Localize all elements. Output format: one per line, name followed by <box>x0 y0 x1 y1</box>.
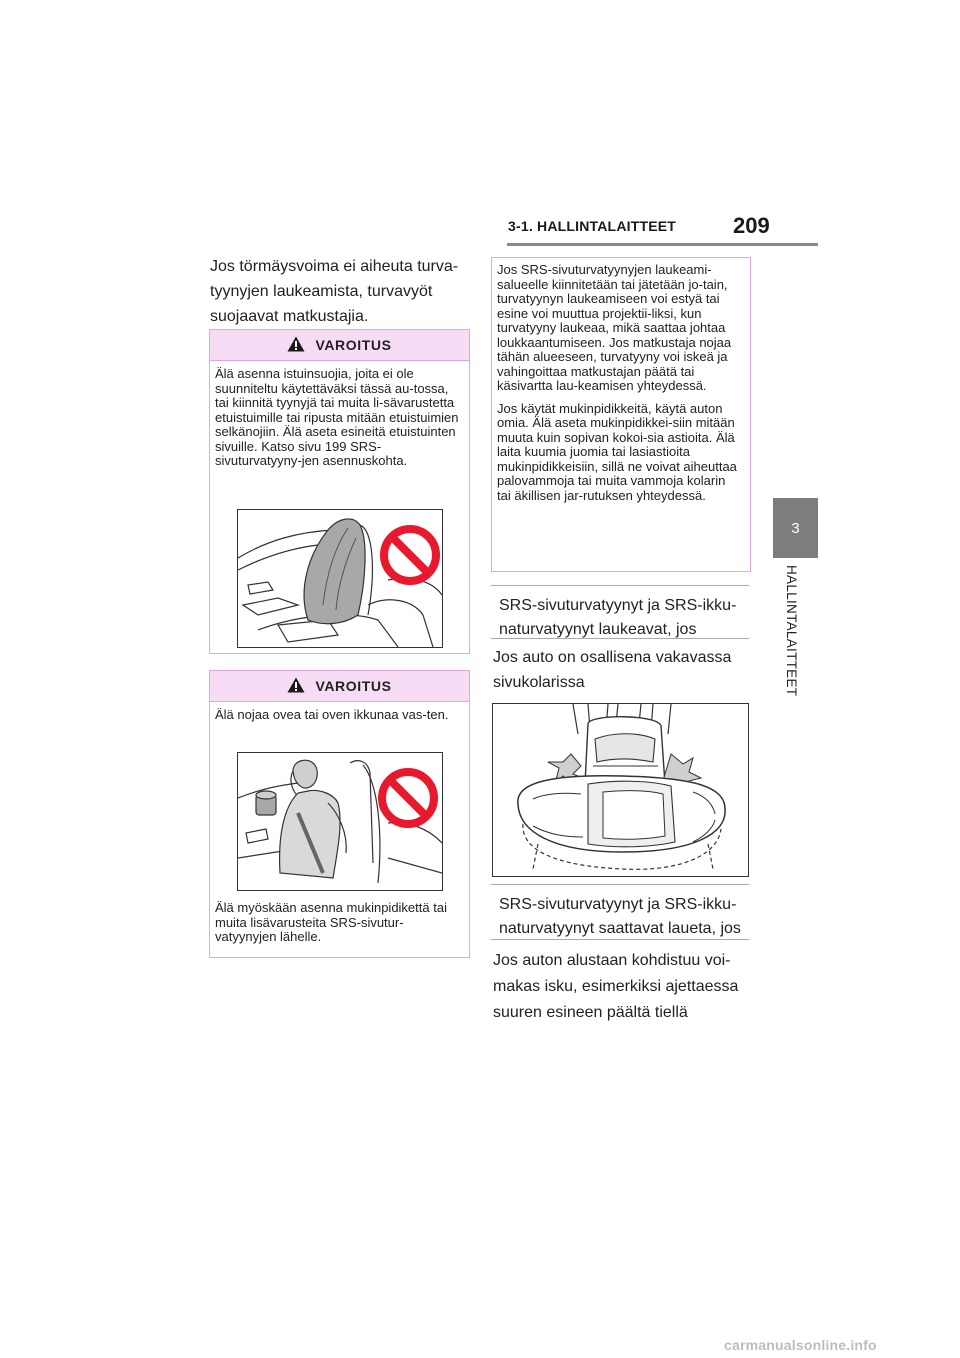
header-rule <box>507 243 818 246</box>
warning-text-after: Älä myöskään asenna mukinpidikettä tai muita lisävarusteita SRS-sivutur-vatyynyjen lähelle. <box>215 900 447 944</box>
warning-text: Älä nojaa ovea tai oven ikkunaa vas-ten. <box>215 707 449 722</box>
leaning-passenger-illustration <box>237 752 443 891</box>
warning-heading: VAROITUS <box>315 678 392 694</box>
subheading-deploy <box>491 585 749 639</box>
side-collision-text: Jos auto on osallisena vakavassa sivukolarissa <box>493 649 732 691</box>
subheading-text: SRS-sivuturvatyynyt ja SRS-ikku-naturvatyynyt saattavat laueta, jos <box>499 896 741 937</box>
warning-text <box>492 258 750 503</box>
warning-paragraph-1: Jos SRS-sivuturvatyynyjen laukeami-salueelle kiinnitetään tai jätetään jo-tain, turvatyynyn laukeamiseen voi estyä tai esine voi muuttua projektii-liksi, kun turvatyyny laukeaa, mikä saattaa johtaa loukkaantumiseen. Jos matkustaja nojaa tähän alueeseen, turvatyyny voi iskeä ja vahingoittaa matkustajan päätä tai käsivartta lau-keamisen yhteydessä. <box>497 262 732 393</box>
seat-cover-illustration <box>237 509 443 648</box>
section-title: 3-1. HALLINTALAITTEET <box>508 218 677 234</box>
divider <box>491 939 749 940</box>
divider <box>491 884 749 885</box>
warning-triangle-icon <box>287 677 305 696</box>
warning-box-continued <box>491 257 751 572</box>
page-number: 209 <box>733 213 770 238</box>
footer-watermark: carmanualsonline.info <box>724 1337 877 1353</box>
warning-header <box>210 330 469 361</box>
warning-triangle-icon <box>287 336 305 355</box>
divider <box>491 638 749 639</box>
subheading-text: SRS-sivuturvatyynyt ja SRS-ikku-naturvatyynyt laukeavat, jos <box>499 597 737 638</box>
side-collision-illustration <box>492 703 749 877</box>
subheading-may-deploy <box>491 884 749 940</box>
chapter-tab <box>773 498 818 558</box>
warning-box-1 <box>209 329 470 654</box>
warning-header <box>210 671 469 702</box>
chapter-number: 3 <box>791 519 800 537</box>
warning-paragraph-2: Jos käytät mukinpidikkeitä, käytä auton omia. Älä aseta mukinpidikkei-siin mitään muuta kuin sopivan kokoi-sia astioita. Älä laita kuumia juomia tai lasiastioita mukinpidikkeisiin, sillä ne voivat aiheuttaa palovammoja tai muita vammoja kolarin tai äkillisen jar-rutuksen yhteydessä. <box>497 400 737 503</box>
chapter-side-label: HALLINTALAITTEET <box>784 565 799 697</box>
underbody-impact-text: Jos auton alustaan kohdistuu voi-makas isku, esimerkiksi ajettaessa suuren esineen päältä tiellä <box>493 952 739 1021</box>
warning-text: Älä asenna istuinsuojia, joita ei ole suunniteltu käytettäväksi tässä au-tossa, tai kiinnitä tyynyjä tai muita li-sävarustetta etuistuimille tai ripusta mitään etuistuimien selkänojiin. Älä aseta esineitä etuistuinten sivuille. Katso sivu 199 SRS-sivuturvatyyny-jen asennuskohta. <box>215 366 459 468</box>
divider <box>491 585 749 586</box>
warning-heading: VAROITUS <box>315 337 392 353</box>
intro-paragraph: Jos törmäysvoima ei aiheuta turva-tyynyjen laukeamista, turvavyöt suojaavat matkustajia. <box>210 258 459 325</box>
warning-box-2 <box>209 670 470 958</box>
